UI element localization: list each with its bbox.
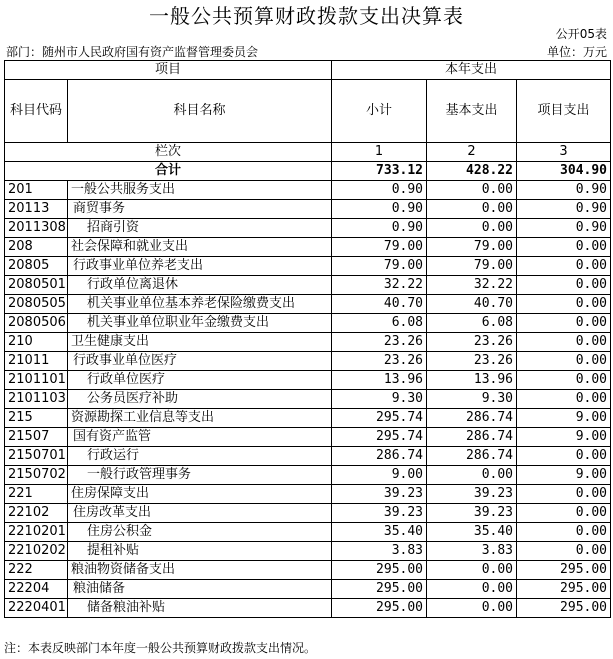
row-name: 国有资产监管 — [68, 428, 332, 447]
row-name: 行政事业单位养老支出 — [68, 257, 332, 276]
code-header: 科目代码 — [5, 80, 68, 143]
table-row — [5, 295, 611, 314]
row-code: 2080505 — [5, 295, 68, 314]
column-index-2: 2 — [427, 143, 517, 162]
table-row — [5, 428, 611, 447]
row-subtotal: 295.74 — [332, 428, 427, 447]
total-row — [5, 162, 611, 181]
row-code: 21011 — [5, 352, 68, 371]
row-code: 2150702 — [5, 466, 68, 485]
row-project: 0.90 — [517, 200, 611, 219]
row-project: 0.90 — [517, 219, 611, 238]
row-basic: 40.70 — [427, 295, 517, 314]
row-subtotal: 295.74 — [332, 409, 427, 428]
row-subtotal: 6.08 — [332, 314, 427, 333]
unit-label: 单位：万元 — [546, 45, 607, 59]
row-code: 2080506 — [5, 314, 68, 333]
row-basic: 79.00 — [427, 257, 517, 276]
row-subtotal: 13.96 — [332, 371, 427, 390]
table-row — [5, 390, 611, 409]
table-row — [5, 181, 611, 200]
subtotal-header: 小计 — [332, 80, 427, 143]
basic-header: 基本支出 — [427, 80, 517, 143]
table-row — [5, 599, 611, 618]
row-project: 0.00 — [517, 504, 611, 523]
row-name: 住房公积金 — [68, 523, 332, 542]
row-project: 0.00 — [517, 295, 611, 314]
footnote: 注：本表反映部门本年度一般公共预算财政拨款支出情况。 — [4, 641, 317, 655]
row-basic: 0.00 — [427, 466, 517, 485]
column-index-1: 1 — [332, 143, 427, 162]
row-code: 215 — [5, 409, 68, 428]
column-index-label: 栏次 — [5, 143, 332, 162]
current-year-header: 本年支出 — [332, 61, 611, 80]
row-code: 2011308 — [5, 219, 68, 238]
row-project: 9.00 — [517, 428, 611, 447]
row-code: 2080501 — [5, 276, 68, 295]
row-subtotal: 79.00 — [332, 257, 427, 276]
form-code: 公开05表 — [555, 27, 607, 41]
row-basic: 0.00 — [427, 580, 517, 599]
row-project: 0.00 — [517, 485, 611, 504]
row-code: 2220401 — [5, 599, 68, 618]
table-row — [5, 466, 611, 485]
row-project: 295.00 — [517, 561, 611, 580]
row-basic: 286.74 — [427, 447, 517, 466]
table-row — [5, 485, 611, 504]
row-basic: 39.23 — [427, 485, 517, 504]
row-code: 208 — [5, 238, 68, 257]
row-code: 210 — [5, 333, 68, 352]
row-code: 201 — [5, 181, 68, 200]
row-subtotal: 23.26 — [332, 333, 427, 352]
row-subtotal: 286.74 — [332, 447, 427, 466]
row-name: 机关事业单位基本养老保险缴费支出 — [68, 295, 332, 314]
row-project: 0.00 — [517, 542, 611, 561]
row-basic: 0.00 — [427, 599, 517, 618]
row-name: 行政单位离退休 — [68, 276, 332, 295]
row-subtotal: 23.26 — [332, 352, 427, 371]
row-subtotal: 0.90 — [332, 200, 427, 219]
row-basic: 3.83 — [427, 542, 517, 561]
row-subtotal: 9.30 — [332, 390, 427, 409]
row-name: 机关事业单位职业年金缴费支出 — [68, 314, 332, 333]
row-code: 21507 — [5, 428, 68, 447]
expense-table — [4, 60, 611, 618]
row-subtotal: 295.00 — [332, 561, 427, 580]
row-code: 2150701 — [5, 447, 68, 466]
table-row — [5, 238, 611, 257]
row-code: 2210201 — [5, 523, 68, 542]
row-name: 住房改革支出 — [68, 504, 332, 523]
row-basic: 0.00 — [427, 200, 517, 219]
row-project: 0.00 — [517, 333, 611, 352]
column-index-3: 3 — [517, 143, 611, 162]
row-project: 9.00 — [517, 409, 611, 428]
row-project: 0.00 — [517, 257, 611, 276]
table-row — [5, 257, 611, 276]
row-subtotal: 295.00 — [332, 599, 427, 618]
row-name: 公务员医疗补助 — [68, 390, 332, 409]
row-basic: 35.40 — [427, 523, 517, 542]
row-code: 2101101 — [5, 371, 68, 390]
row-basic: 0.00 — [427, 181, 517, 200]
row-name: 卫生健康支出 — [68, 333, 332, 352]
table-row — [5, 409, 611, 428]
row-basic: 32.22 — [427, 276, 517, 295]
row-subtotal: 0.90 — [332, 181, 427, 200]
total-basic: 428.22 — [427, 162, 517, 181]
row-project: 0.00 — [517, 371, 611, 390]
row-basic: 79.00 — [427, 238, 517, 257]
row-project: 0.00 — [517, 314, 611, 333]
row-subtotal: 39.23 — [332, 504, 427, 523]
table-row — [5, 580, 611, 599]
row-name: 行政事业单位医疗 — [68, 352, 332, 371]
row-subtotal: 39.23 — [332, 485, 427, 504]
total-label: 合计 — [5, 162, 332, 181]
row-project: 295.00 — [517, 580, 611, 599]
row-name: 粮油物资储备支出 — [68, 561, 332, 580]
total-subtotal: 733.12 — [332, 162, 427, 181]
department-label: 部门：随州市人民政府国有资产监督管理委员会 — [6, 45, 259, 59]
row-basic: 286.74 — [427, 428, 517, 447]
project-header: 项目支出 — [517, 80, 611, 143]
row-subtotal: 9.00 — [332, 466, 427, 485]
row-name: 粮油储备 — [68, 580, 332, 599]
row-code: 20805 — [5, 257, 68, 276]
row-subtotal: 3.83 — [332, 542, 427, 561]
row-name: 行政单位医疗 — [68, 371, 332, 390]
row-basic: 0.00 — [427, 219, 517, 238]
row-subtotal: 79.00 — [332, 238, 427, 257]
total-project: 304.90 — [517, 162, 611, 181]
row-basic: 0.00 — [427, 561, 517, 580]
table-row — [5, 542, 611, 561]
table-row — [5, 219, 611, 238]
row-subtotal: 0.90 — [332, 219, 427, 238]
row-name: 住房保障支出 — [68, 485, 332, 504]
table-row — [5, 276, 611, 295]
header-row-1 — [5, 61, 611, 80]
row-code: 221 — [5, 485, 68, 504]
row-name: 社会保障和就业支出 — [68, 238, 332, 257]
row-name: 商贸事务 — [68, 200, 332, 219]
row-subtotal: 295.00 — [332, 580, 427, 599]
row-name: 资源勘探工业信息等支出 — [68, 409, 332, 428]
column-index-row — [5, 143, 611, 162]
row-name: 行政运行 — [68, 447, 332, 466]
item-header: 项目 — [5, 61, 332, 80]
table-row — [5, 352, 611, 371]
row-basic: 23.26 — [427, 352, 517, 371]
row-subtotal: 40.70 — [332, 295, 427, 314]
row-basic: 23.26 — [427, 333, 517, 352]
row-name: 一般行政管理事务 — [68, 466, 332, 485]
row-subtotal: 32.22 — [332, 276, 427, 295]
table-row — [5, 447, 611, 466]
table-title: 一般公共预算财政拨款支出决算表 — [149, 4, 464, 28]
header-row-2 — [5, 80, 611, 143]
row-basic: 13.96 — [427, 371, 517, 390]
row-name: 招商引资 — [68, 219, 332, 238]
name-header: 科目名称 — [68, 80, 332, 143]
row-project: 0.00 — [517, 352, 611, 371]
row-basic: 6.08 — [427, 314, 517, 333]
row-basic: 286.74 — [427, 409, 517, 428]
table-row — [5, 523, 611, 542]
row-code: 22204 — [5, 580, 68, 599]
row-code: 2210202 — [5, 542, 68, 561]
row-code: 222 — [5, 561, 68, 580]
row-name: 提租补贴 — [68, 542, 332, 561]
row-basic: 39.23 — [427, 504, 517, 523]
table-row — [5, 200, 611, 219]
row-project: 295.00 — [517, 599, 611, 618]
row-name: 一般公共服务支出 — [68, 181, 332, 200]
table-row — [5, 504, 611, 523]
row-basic: 9.30 — [427, 390, 517, 409]
table-row — [5, 333, 611, 352]
table-row — [5, 314, 611, 333]
row-project: 0.00 — [517, 447, 611, 466]
table-row — [5, 371, 611, 390]
row-name: 储备粮油补贴 — [68, 599, 332, 618]
row-project: 0.00 — [517, 276, 611, 295]
row-code: 22102 — [5, 504, 68, 523]
row-subtotal: 35.40 — [332, 523, 427, 542]
row-code: 2101103 — [5, 390, 68, 409]
row-project: 0.00 — [517, 523, 611, 542]
row-project: 0.00 — [517, 390, 611, 409]
row-project: 9.00 — [517, 466, 611, 485]
row-code: 20113 — [5, 200, 68, 219]
row-project: 0.00 — [517, 238, 611, 257]
table-row — [5, 561, 611, 580]
row-project: 0.90 — [517, 181, 611, 200]
